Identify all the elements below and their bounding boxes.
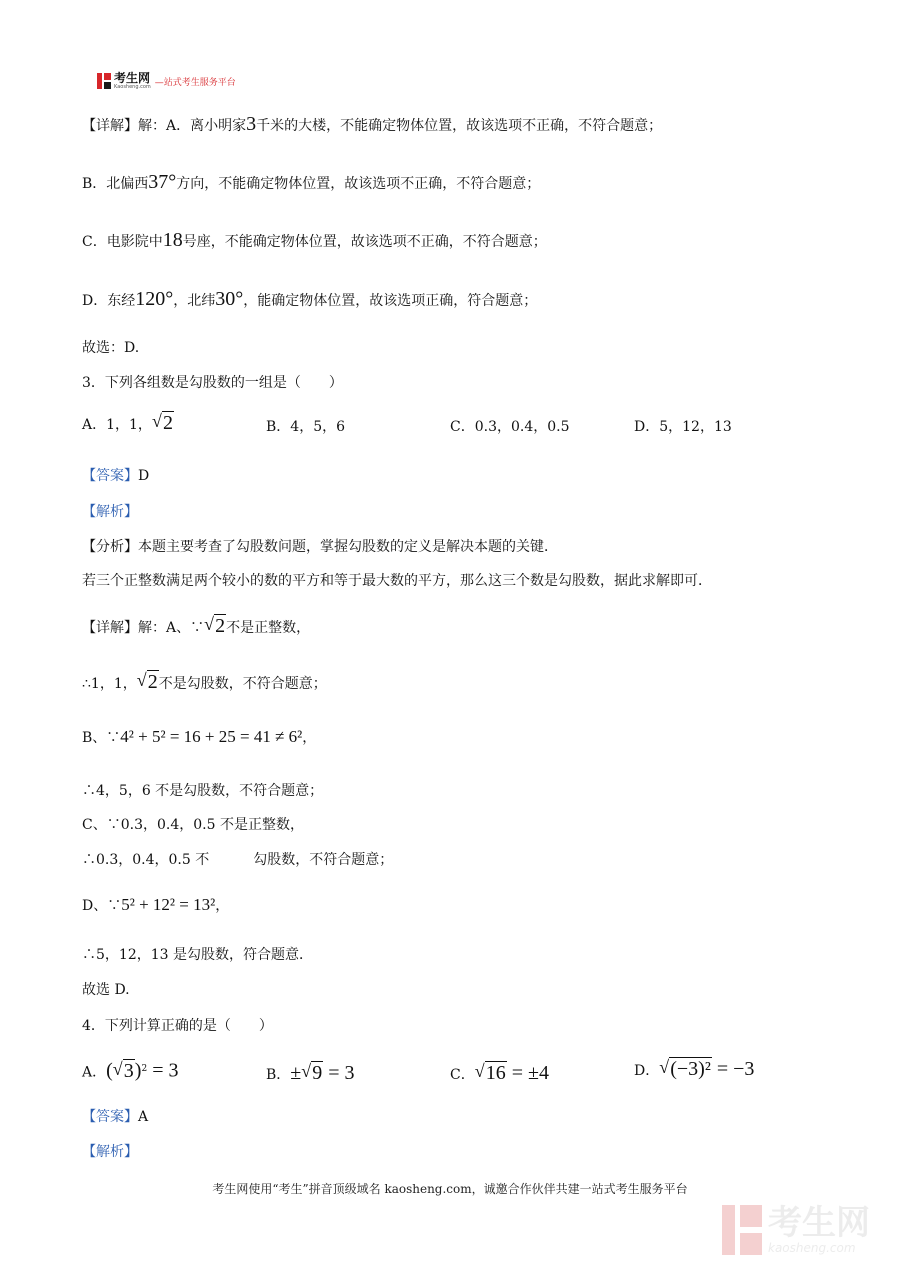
- logo-slogan: —站式考生服务平台: [154, 77, 236, 88]
- q4-option-a: A．( √ 3)$^2$ = 3: [82, 1058, 179, 1082]
- q4-stem: 4．下列计算正确的是（ ）: [82, 1018, 273, 1034]
- footer-text: 考生网使用“考生”拼音顶级域名 kaosheng.com，诚邀合作伙伴共建一站式考生服务平台: [212, 1182, 688, 1196]
- q4-answer: 【答案】A: [82, 1109, 149, 1125]
- q3-detail-d: D、∵5² + 12² = 13²，: [82, 895, 230, 914]
- q2-detail-a: 【详解】解：A．离小明家3千米的大楼，不能确定物体位置，故该选项不正确，不符合题意；: [82, 113, 663, 135]
- q4-analysis-tag: 【解析】: [82, 1144, 138, 1160]
- q3-rule: 若三个正整数满足两个较小的数的平方和等于最大数的平方，那么这三个数是勾股数，据此求解即可．: [82, 573, 712, 589]
- q3-stem: 3．下列各组数是勾股数的一组是（ ）: [82, 375, 343, 391]
- q2-detail-b: B．北偏西37°方向，不能确定物体位置，故该选项不正确，不符合题意；: [82, 171, 541, 193]
- q3-detail-a: 【详解】解：A、∵ √ 2不是正整数，: [82, 614, 311, 637]
- q3-analysis: 【分析】本题主要考查了勾股数问题，掌握勾股数的定义是解决本题的关键．: [82, 539, 558, 555]
- q4-option-b: B．± √ 9 = 3: [266, 1061, 355, 1084]
- logo-icon: [97, 73, 111, 89]
- q3-detail-d-conclusion: ∴5，12，13 是勾股数，符合题意．: [82, 947, 313, 963]
- q3-option-d: D．5，12，13: [634, 419, 732, 435]
- logo-text: 考生网: [114, 71, 151, 85]
- watermark-icon: [722, 1205, 762, 1255]
- q3-detail-a-conclusion: ∴1，1， √ 2不是勾股数，不符合题意；: [82, 670, 327, 693]
- watermark-logo: 考生网 kaosheng.com: [722, 1205, 870, 1255]
- q3-option-c: C．0.3，0.4，0.5: [450, 419, 570, 435]
- q3-detail-c-conclusion: ∴0.3，0.4，0.5 不 勾股数，不符合题意；: [82, 852, 394, 868]
- q4-option-c: C． √ 16 = ±4: [450, 1061, 549, 1084]
- q3-answer: 【答案】D: [82, 468, 150, 484]
- q3-final: 故选 D.: [82, 982, 130, 998]
- q3-detail-b-conclusion: ∴4，5，6 不是勾股数，不符合题意；: [82, 783, 324, 799]
- q2-detail-d: D．东经120°，北纬30°，能确定物体位置，故该选项正确，符合题意；: [82, 288, 538, 310]
- q3-option-b: B．4，5，6: [266, 419, 346, 435]
- sqrt-symbol: √ 2: [151, 411, 173, 434]
- header-logo: [97, 72, 236, 90]
- q3-detail-c: C、∵0.3，0.4，0.5 不是正整数，: [82, 817, 304, 833]
- q3-analysis-tag: 【解析】: [82, 504, 138, 520]
- q2-detail-c: C．电影院中18号座，不能确定物体位置，故该选项不正确，不符合题意；: [82, 229, 547, 251]
- q3-detail-b: B、∵4² + 5² = 16 + 25 = 41 ≠ 6²，: [82, 727, 317, 746]
- logo-sub: Kaosheng.com: [114, 84, 151, 90]
- q3-option-a: A．1，1， √ 2: [82, 412, 174, 437]
- q2-answer: 故选：D.: [82, 340, 140, 356]
- q4-option-d: D． √ (−3)² = −3: [634, 1057, 755, 1080]
